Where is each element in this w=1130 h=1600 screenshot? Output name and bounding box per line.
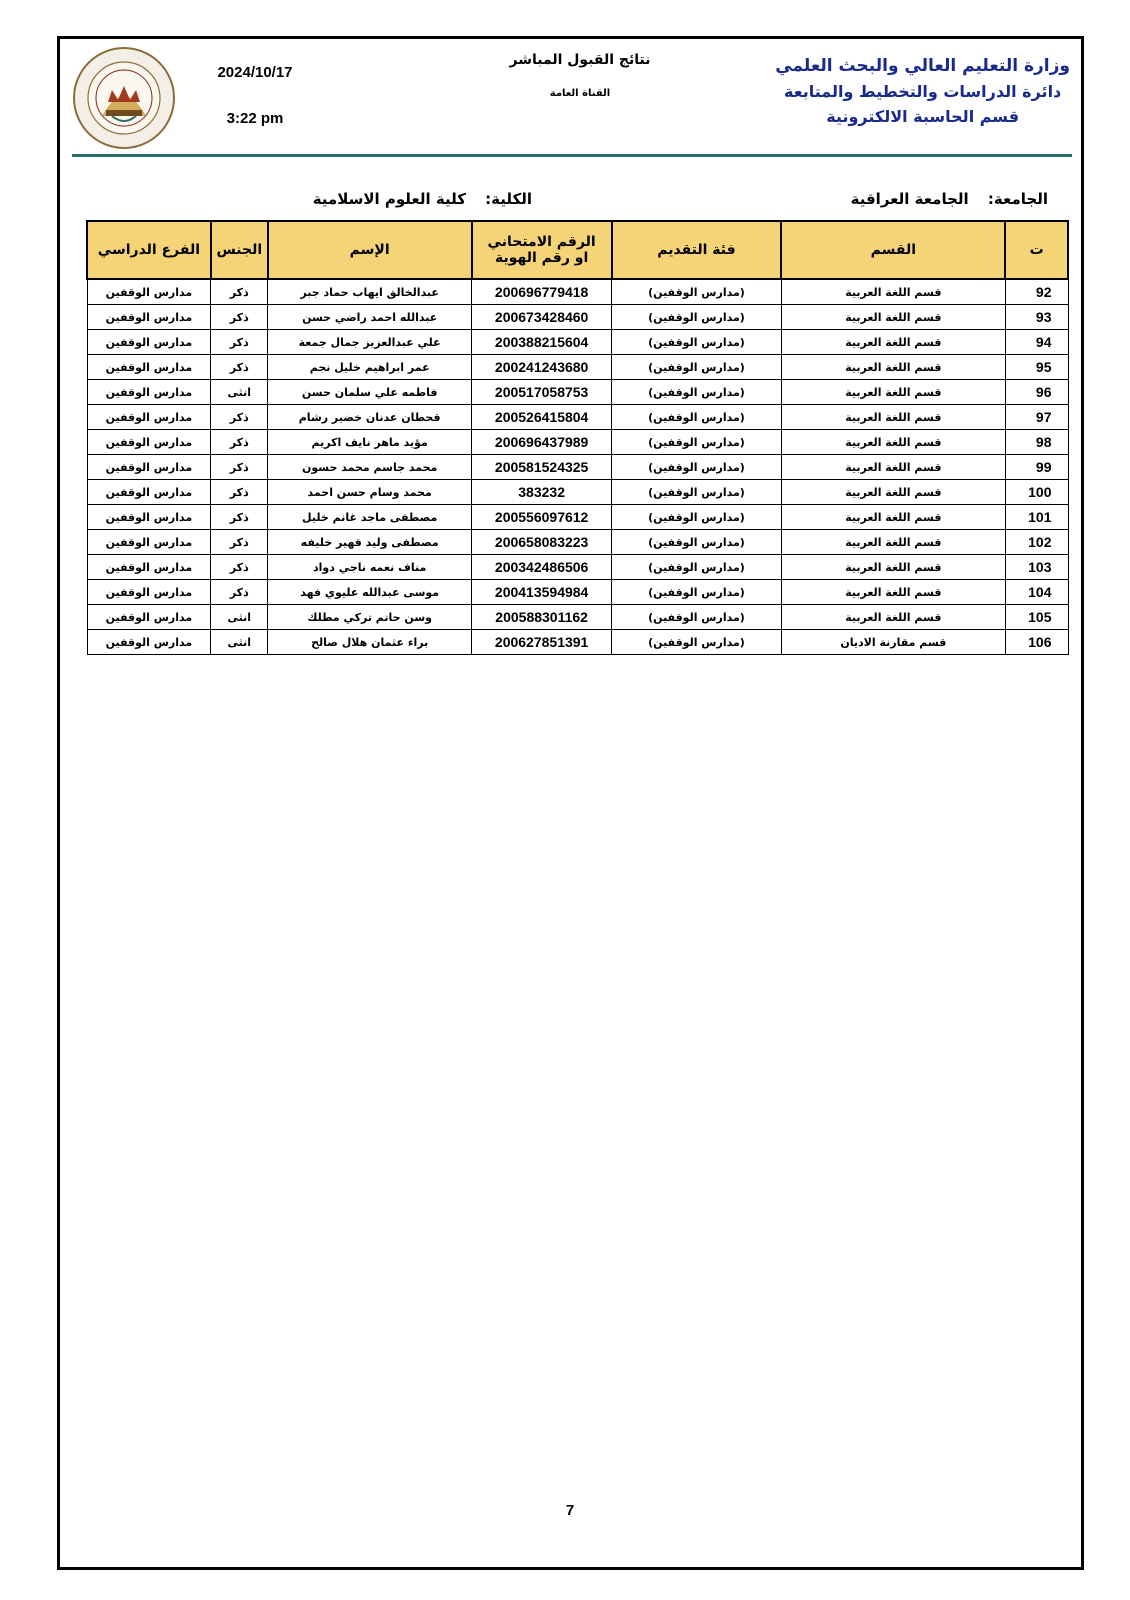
college-value: كلية العلوم الاسلامية [312,190,466,208]
table-row [87,430,1068,455]
cell-seq: 98 [1005,430,1068,455]
cell-name: محمد جاسم محمد حسون [268,455,472,480]
cell-id: 200673428460 [472,305,612,330]
table-row [87,630,1068,655]
cell-seq: 94 [1005,330,1068,355]
cell-category: (مدارس الوقفين) [612,530,782,555]
cell-gender: ذكر [211,430,268,455]
cell-seq: 101 [1005,505,1068,530]
cell-gender: انثى [211,630,268,655]
cell-category: (مدارس الوقفين) [612,630,782,655]
table-row [87,405,1068,430]
col-header-seq: ت [1005,221,1068,279]
cell-seq: 92 [1005,279,1068,305]
cell-category: (مدارس الوقفين) [612,455,782,480]
cell-dept: قسم اللغة العربية [781,530,1005,555]
cell-name: موسى عبدالله عليوي فهد [268,580,472,605]
cell-gender: ذكر [211,455,268,480]
cell-dept: قسم اللغة العربية [781,580,1005,605]
cell-dept: قسم اللغة العربية [781,605,1005,630]
university-value: الجامعة العراقية [850,190,969,208]
cell-branch: مدارس الوقفين [87,380,211,405]
cell-name: عبدالله احمد راضي حسن [268,305,472,330]
university-label: الجامعة: [987,190,1048,208]
report-date: 2024/10/17 [217,64,293,81]
table-row [87,605,1068,630]
cell-gender: ذكر [211,305,268,330]
cell-dept: قسم اللغة العربية [781,430,1005,455]
cell-id: 200517058753 [472,380,612,405]
cell-id: 200556097612 [472,505,612,530]
cell-id: 200413594984 [472,580,612,605]
cell-id: 200526415804 [472,405,612,430]
table-row [87,530,1068,555]
cell-category: (مدارس الوقفين) [612,279,782,305]
cell-category: (مدارس الوقفين) [612,605,782,630]
table-row [87,455,1068,480]
col-header-gender: الجنس [211,221,268,279]
cell-name: محمد وسام حسن احمد [268,480,472,505]
cell-gender: ذكر [211,555,268,580]
cell-seq: 100 [1005,480,1068,505]
cell-gender: انثى [211,605,268,630]
col-header-id [472,221,612,279]
cell-dept: قسم اللغة العربية [781,355,1005,380]
cell-name: وسن حاتم تركي مطلك [268,605,472,630]
cell-branch: مدارس الوقفين [87,305,211,330]
cell-name: عمر ابراهيم خليل نجم [268,355,472,380]
cell-branch: مدارس الوقفين [87,355,211,380]
cell-branch: مدارس الوقفين [87,330,211,355]
table-row [87,279,1068,305]
cell-dept: قسم اللغة العربية [781,480,1005,505]
cell-seq: 97 [1005,405,1068,430]
cell-seq: 99 [1005,455,1068,480]
report-time: 3:22 pm [226,110,284,127]
cell-dept: قسم اللغة العربية [781,505,1005,530]
cell-name: علي عبدالعزيز جمال جمعة [268,330,472,355]
cell-name: فاطمه علي سلمان حسن [268,380,472,405]
cell-dept: قسم اللغة العربية [781,330,1005,355]
cell-branch: مدارس الوقفين [87,279,211,305]
cell-gender: ذكر [211,480,268,505]
cell-branch: مدارس الوقفين [87,555,211,580]
table-row [87,555,1068,580]
ministry-name: وزارة التعليم العالي والبحث العلمي [775,56,1070,76]
cell-dept: قسم اللغة العربية [781,279,1005,305]
cell-seq: 103 [1005,555,1068,580]
cell-name: مصطفى ماجد غانم خليل [268,505,472,530]
cell-gender: ذكر [211,405,268,430]
college-info [313,190,532,208]
table-row [87,355,1068,380]
cell-category: (مدارس الوقفين) [612,580,782,605]
table-row [87,330,1068,355]
col-header-id-line1: الرقم الامتحاني [487,234,596,250]
cell-branch: مدارس الوقفين [87,505,211,530]
cell-category: (مدارس الوقفين) [612,330,782,355]
cell-name: مناف نعمه ناجي دواد [268,555,472,580]
cell-category: (مدارس الوقفين) [612,305,782,330]
cell-branch: مدارس الوقفين [87,455,211,480]
section-name: قسم الحاسبة الالكترونية [826,107,1020,126]
table-header-row [87,221,1068,279]
cell-id: 200241243680 [472,355,612,380]
report-title-block [480,52,680,99]
cell-category: (مدارس الوقفين) [612,430,782,455]
cell-branch: مدارس الوقفين [87,530,211,555]
cell-seq: 96 [1005,380,1068,405]
report-subtitle: القناة العامة [549,88,611,99]
table-body [87,279,1068,655]
cell-branch: مدارس الوقفين [87,430,211,455]
table-row [87,580,1068,605]
cell-branch: مدارس الوقفين [87,605,211,630]
table-row [87,380,1068,405]
cell-id: 200588301162 [472,605,612,630]
cell-branch: مدارس الوقفين [87,580,211,605]
university-info [851,190,1048,208]
cell-gender: ذكر [211,330,268,355]
report-title: نتائج القبول المباشر [509,52,651,68]
cell-branch: مدارس الوقفين [87,405,211,430]
cell-category: (مدارس الوقفين) [612,355,782,380]
cell-name: مؤيد ماهر نايف اكريم [268,430,472,455]
cell-gender: ذكر [211,580,268,605]
results-table [86,220,1069,655]
cell-seq: 104 [1005,580,1068,605]
cell-name: قحطان عدنان خضير رشام [268,405,472,430]
cell-id: 200627851391 [472,630,612,655]
cell-branch: مدارس الوقفين [87,630,211,655]
cell-name: عبدالخالق ايهاب حماد جبر [268,279,472,305]
col-header-branch: الفرع الدراسي [87,221,211,279]
ministry-logo [72,46,176,150]
col-header-category: فئة التقديم [612,221,782,279]
table-row [87,480,1068,505]
cell-seq: 93 [1005,305,1068,330]
cell-id: 200696779418 [472,279,612,305]
cell-category: (مدارس الوقفين) [612,380,782,405]
table-row [87,505,1068,530]
col-header-dept: القسم [781,221,1005,279]
cell-gender: ذكر [211,530,268,555]
cell-dept: قسم اللغة العربية [781,380,1005,405]
cell-dept: قسم اللغة العربية [781,555,1005,580]
cell-id: 200696437989 [472,430,612,455]
cell-id: 200388215604 [472,330,612,355]
col-header-id-line2: او رقم الهوية [494,250,589,266]
cell-id: 200342486506 [472,555,612,580]
cell-name: مصطفى وليد قهير خليفه [268,530,472,555]
header-divider [72,154,1072,157]
ministry-block [775,54,1070,129]
cell-dept: قسم اللغة العربية [781,455,1005,480]
department-name: دائرة الدراسات والتخطيط والمتابعة [784,82,1062,101]
cell-category: (مدارس الوقفين) [612,505,782,530]
cell-seq: 105 [1005,605,1068,630]
cell-name: براء عثمان هلال صالح [268,630,472,655]
cell-dept: قسم اللغة العربية [781,305,1005,330]
cell-gender: انثى [211,380,268,405]
cell-dept: قسم اللغة العربية [781,405,1005,430]
cell-gender: ذكر [211,279,268,305]
table-row [87,305,1068,330]
college-label: الكلية: [485,190,532,208]
cell-category: (مدارس الوقفين) [612,405,782,430]
cell-seq: 106 [1005,630,1068,655]
col-header-name: الإسم [268,221,472,279]
cell-gender: ذكر [211,355,268,380]
cell-id: 200581524325 [472,455,612,480]
cell-seq: 95 [1005,355,1068,380]
cell-seq: 102 [1005,530,1068,555]
cell-category: (مدارس الوقفين) [612,555,782,580]
cell-gender: ذكر [211,505,268,530]
cell-dept: قسم مقارنة الاديان [781,630,1005,655]
page-number: 7 [565,1502,575,1519]
cell-branch: مدارس الوقفين [87,480,211,505]
cell-id: 383232 [472,480,612,505]
cell-category: (مدارس الوقفين) [612,480,782,505]
cell-id: 200658083223 [472,530,612,555]
